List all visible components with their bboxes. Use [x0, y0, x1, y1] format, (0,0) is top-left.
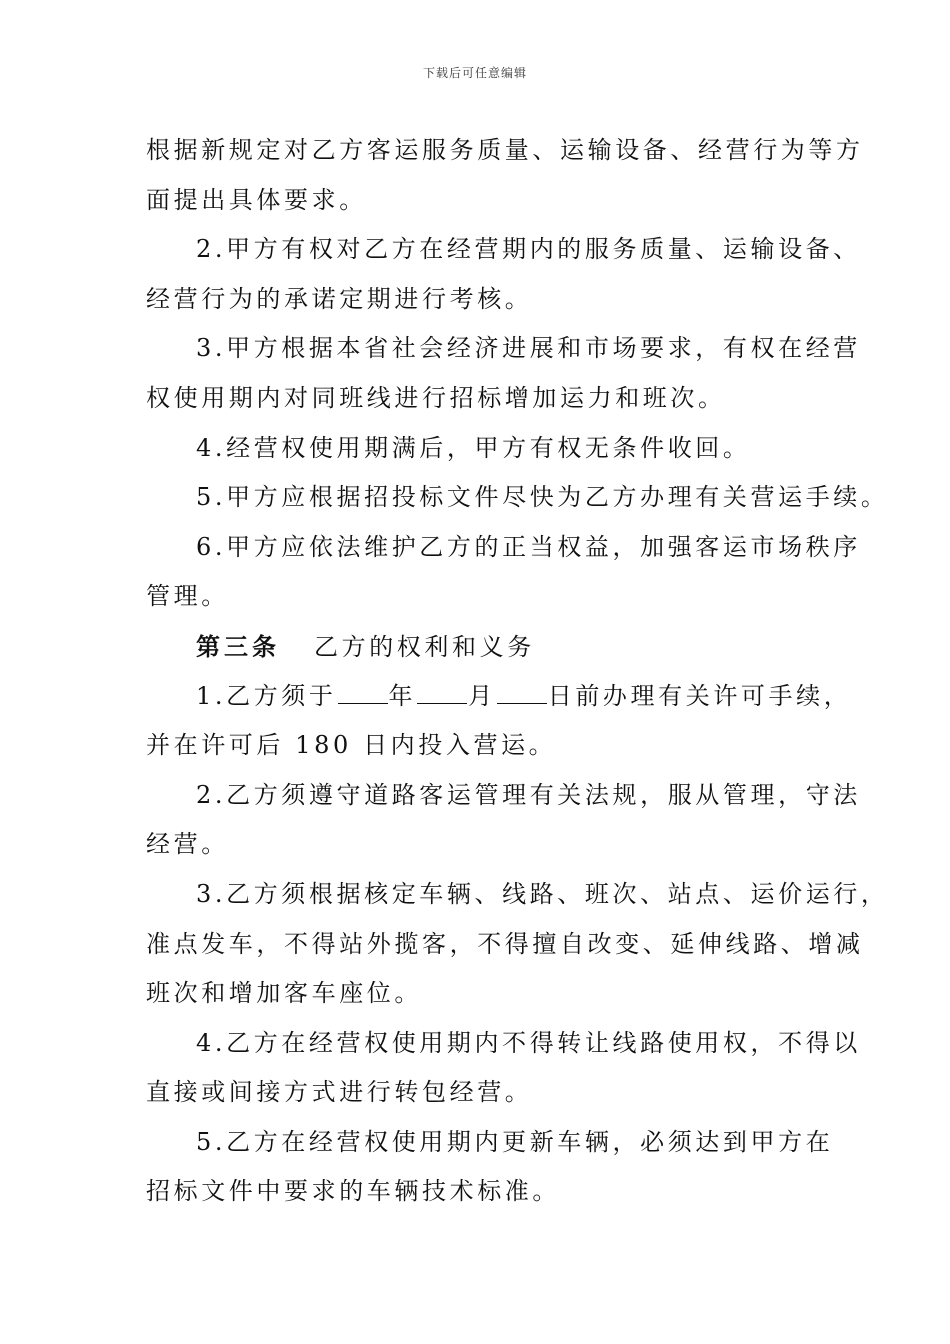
text-line: 管理。 [146, 582, 229, 611]
clause-b4: 4.乙方在经营权使用期内不得转让线路使用权，不得以 [196, 1028, 861, 1057]
text-line: 根据新规定对乙方客运服务质量、运输设备、经营行为等方 [146, 136, 864, 164]
text-line: 经营行为的承诺定期进行考核。 [146, 284, 533, 313]
clause-b1 [146, 672, 852, 722]
clause-5: 5.甲方应根据招投标文件尽快为乙方办理有关营运手续。 [196, 483, 889, 512]
year-blank [338, 673, 388, 704]
page-header-note: 下载后可任意编辑 [422, 66, 527, 80]
month-blank [417, 673, 467, 704]
month-label: 月 [468, 681, 496, 710]
year-label: 年 [388, 681, 417, 710]
article-number: 第三条 [196, 631, 280, 661]
clause-2: 2.甲方有权对乙方在经营期内的服务质量、运输设备、 [196, 235, 861, 264]
article-title: 乙方的权利和义务 [314, 632, 535, 661]
text-line: 直接或间接方式进行转包经营。 [146, 1078, 533, 1107]
clause-b1-prefix: 1.乙方须于 [196, 681, 337, 710]
text-line: 并在许可后 180 日内投入营运。 [146, 731, 557, 760]
clause-b3: 3.乙方须根据核定车辆、线路、班次、站点、运价运行， [196, 879, 889, 908]
clause-b5: 5.乙方在经营权使用期内更新车辆，必须达到甲方在 [196, 1127, 834, 1156]
text-line: 招标文件中要求的车辆技术标准。 [146, 1177, 560, 1206]
clause-b1-suffix: 日前办理有关许可手续， [547, 681, 852, 710]
text-line: 经营。 [146, 830, 229, 859]
text-line: 班次和增加客车座位。 [146, 979, 422, 1008]
clause-b2: 2.乙方须遵守道路客运管理有关法规，服从管理，守法 [196, 780, 861, 809]
article-3-heading [146, 622, 826, 672]
document-body [146, 126, 889, 1217]
text-line: 准点发车，不得站外揽客，不得擅自改变、延伸线路、增减 [146, 929, 864, 958]
day-blank [497, 673, 547, 704]
text-line: 面提出具体要求。 [146, 185, 367, 214]
clause-4: 4.经营权使用期满后，甲方有权无条件收回。 [196, 433, 751, 462]
clause-3: 3.甲方根据本省社会经济进展和市场要求，有权在经营 [196, 334, 861, 363]
text-line: 权使用期内对同班线进行招标增加运力和班次。 [146, 383, 726, 412]
clause-6: 6.甲方应依法维护乙方的正当权益，加强客运市场秩序 [196, 532, 861, 561]
